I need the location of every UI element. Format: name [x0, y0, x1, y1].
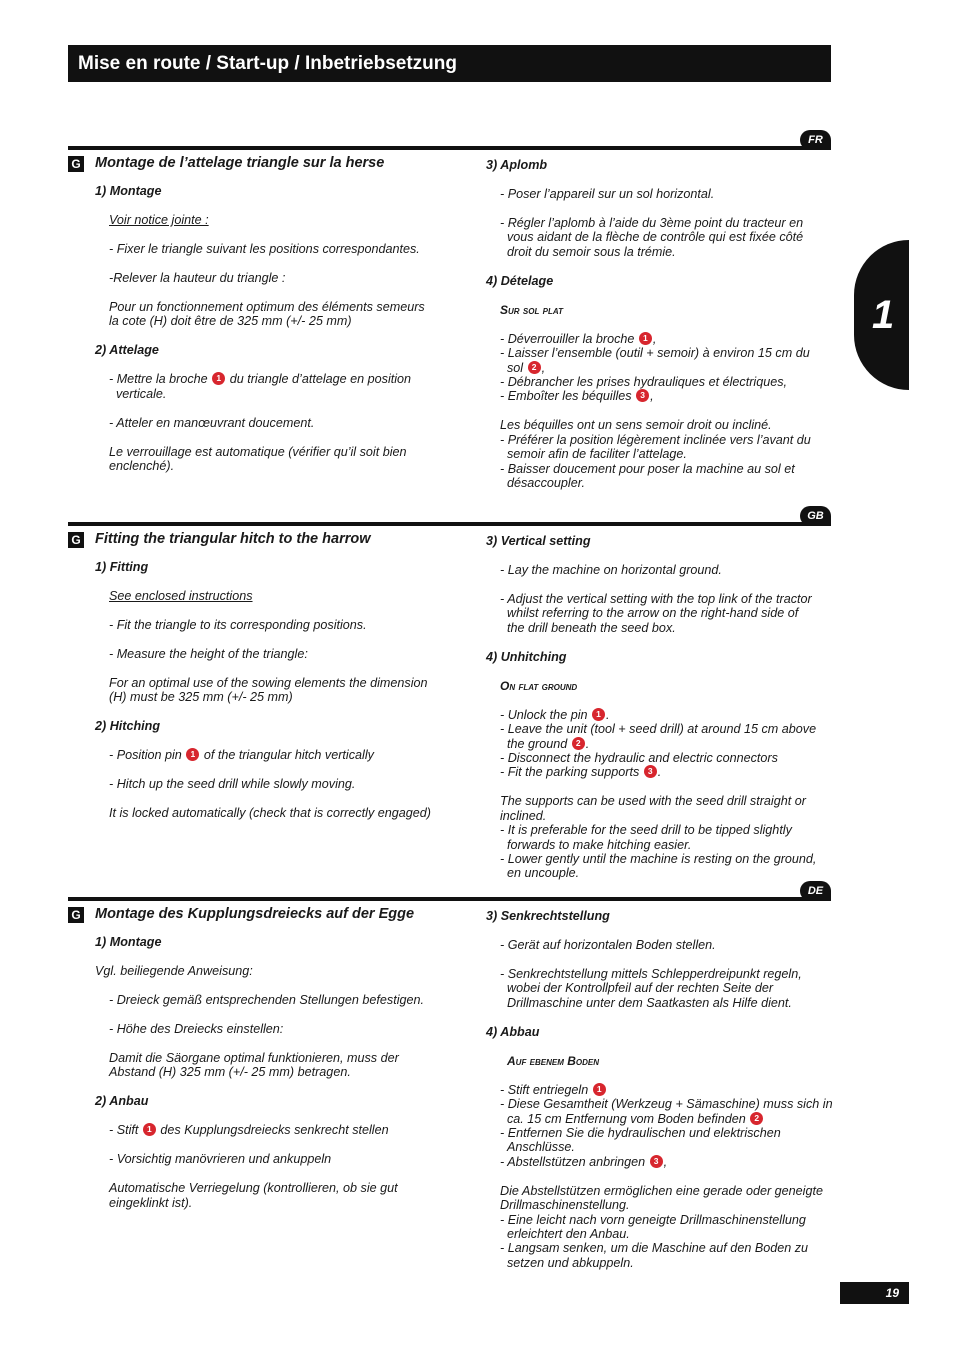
section-gb — [68, 510, 831, 892]
heading: 3) Aplomb — [486, 158, 548, 172]
badge-1-icon: 1 — [592, 708, 605, 721]
text: forwards to make hitching easier. — [507, 837, 692, 852]
lang-tab-fr: FR — [800, 130, 831, 150]
text: -Relever la hauteur du triangle : — [109, 271, 286, 285]
text: - Adjust the vertical setting with the top link of the tractor — [500, 592, 812, 606]
section-marker-icon: G — [68, 907, 84, 923]
text: (H) must be 325 mm (+/- 25 mm) — [109, 690, 293, 705]
text: Drillmaschinenstellung. — [500, 1198, 630, 1213]
text: - Entfernen Sie die hydraulischen und elektrischen — [500, 1126, 781, 1141]
text: Vgl. beiliegende Anweisung: — [95, 964, 253, 978]
badge-3-icon: 3 — [650, 1155, 663, 1168]
subheading: Sur sol plat — [500, 302, 563, 317]
section-title: Montage des Kupplungsdreiecks auf der Egge — [95, 906, 415, 922]
text: - Höhe des Dreiecks einstellen: — [109, 1022, 284, 1036]
heading: 2) Anbau — [95, 1094, 149, 1109]
text: enclenché). — [109, 459, 175, 474]
text: - Langsam senken, um die Maschine auf den Boden zu — [500, 1241, 809, 1256]
instructions-link[interactable]: Voir notice jointe : — [109, 213, 209, 227]
text: - Dreieck gemäß entsprechenden Stellungen befestigen. — [109, 993, 425, 1007]
badge-2-icon: 2 — [572, 737, 585, 750]
right-column — [486, 534, 836, 881]
text: Anschlüsse. — [507, 1140, 575, 1155]
text: whilst referring to the arrow on the right-hand side of — [507, 606, 799, 621]
section-title: Fitting the triangular hitch to the harrow — [95, 531, 371, 547]
section-fr — [68, 134, 831, 516]
section-marker-icon: G — [68, 156, 84, 172]
text: vous aidant de la flèche de contrôle qui est fixée côté — [507, 230, 804, 245]
text: - Abstellstützen anbringen 3 , — [500, 1154, 668, 1169]
text: the ground 2 . — [507, 736, 590, 751]
section-rule — [68, 897, 831, 901]
text: For an optimal use of the sowing elements the dimension — [109, 676, 428, 690]
text: - Laisser l’ensemble (outil + semoir) à environ 15 cm du — [500, 346, 810, 361]
badge-1-icon: 1 — [593, 1083, 606, 1096]
text: Drillmaschine unter dem Saatkasten als Hilfe dient. — [507, 995, 792, 1010]
left-column — [95, 184, 465, 474]
text: - Fixer le triangle suivant les positions correspondantes. — [109, 242, 420, 256]
badge-1-icon: 1 — [143, 1123, 156, 1136]
text: - Stift 1 des Kupplungsdreiecks senkrecht stellen — [109, 1123, 389, 1138]
text: - Préférer la position légèrement inclinée vers l’avant du — [500, 432, 811, 447]
text: - Eine leicht nach vorn geneigte Drillmaschinenstellung — [500, 1212, 806, 1227]
text: erleichtert den Anbau. — [507, 1227, 630, 1242]
page-number: 19 — [840, 1282, 909, 1304]
lang-tab-de: DE — [800, 881, 831, 901]
text: - It is preferable for the seed drill to be tipped slightly — [500, 823, 792, 838]
text: - Position pin 1 of the triangular hitch vertically — [109, 748, 374, 763]
text: Les béquilles ont un sens semoir droit ou incliné. — [500, 418, 772, 433]
badge-2-icon: 2 — [528, 361, 541, 374]
chapter-number: 1 — [872, 293, 895, 337]
text: - Atteler en manœuvrant doucement. — [109, 415, 315, 430]
text: en uncouple. — [507, 866, 580, 881]
text: The supports can be used with the seed drill straight or — [500, 794, 806, 809]
section-title: Montage de l’attelage triangle sur la herse — [95, 155, 385, 171]
text: - Déverrouiller la broche 1 , — [500, 331, 657, 346]
badge-1-icon: 1 — [186, 748, 199, 761]
left-column — [95, 935, 465, 1210]
heading: 2) Hitching — [95, 719, 161, 734]
badge-3-icon: 3 — [636, 389, 649, 402]
instructions-link[interactable]: See enclosed instructions — [109, 589, 253, 603]
left-column — [95, 560, 465, 821]
text: - Lay the machine on horizontal ground. — [500, 563, 722, 577]
text: - Régler l’aplomb à l’aide du 3ème point du tracteur en — [500, 216, 804, 230]
text: - Mettre la broche 1 du triangle d’attelage en position — [109, 372, 412, 387]
text: ca. 15 cm Entfernung vom Boden befinden 2 — [486, 1112, 836, 1126]
text: Automatische Verriegelung (kontrollieren, ob sie gut — [109, 1181, 398, 1196]
heading: 4) Abbau — [486, 1024, 540, 1039]
text: the drill beneath the seed box. — [507, 620, 676, 635]
badge-3-icon: 3 — [644, 765, 657, 778]
heading: 4) Dételage — [486, 273, 554, 288]
badge-1-icon: 1 — [212, 372, 225, 385]
text: - Vorsichtig manövrieren und ankuppeln — [109, 1152, 332, 1167]
text: Le verrouillage est automatique (vérifier qu’il soit bien — [109, 444, 407, 459]
text: eingeklinkt ist). — [109, 1195, 193, 1210]
text: désaccoupler. — [507, 476, 585, 491]
section-rule — [68, 522, 831, 526]
section-rule — [68, 146, 831, 150]
right-column — [486, 909, 836, 1270]
text: Pour un fonctionnement optimum des éléments semeurs — [109, 300, 425, 314]
text: droit du semoir sous la trémie. — [507, 244, 676, 259]
text: semoir afin de faciliter l’attelage. — [507, 447, 687, 462]
text: - Hitch up the seed drill while slowly moving. — [109, 777, 356, 792]
text: - Emboîter les béquilles 3 , — [500, 389, 654, 404]
text: - Diese Gesamtheit (Werkzeug + Sämaschine) muss sich in — [500, 1097, 833, 1112]
heading: 1) Montage — [95, 184, 162, 198]
text: It is locked automatically (check that is correctly engaged) — [109, 806, 431, 821]
text: verticale. — [116, 386, 167, 401]
heading: 2) Attelage — [95, 343, 159, 358]
section-marker-icon: G — [68, 532, 84, 548]
text: - Disconnect the hydraulic and electric connectors — [500, 751, 778, 766]
text: wobei der Kontrollpfeil auf der rechten Seite der — [507, 981, 774, 996]
text: Die Abstellstützen ermöglichen eine gerade oder geneigte — [500, 1183, 823, 1198]
badge-2-icon: 2 — [750, 1112, 763, 1125]
section-de — [68, 885, 833, 1277]
text: - Senkrechtstellung mittels Schlepperdreipunkt regeln, — [500, 967, 802, 981]
text: - Fit the triangle to its corresponding positions. — [109, 618, 367, 632]
text: - Poser l’appareil sur un sol horizontal. — [500, 187, 715, 201]
heading: 3) Vertical setting — [486, 534, 591, 548]
text: Damit die Säorgane optimal funktionieren, muss der — [109, 1051, 399, 1065]
text: - Unlock the pin 1 . — [500, 707, 610, 722]
subheading: On flat ground — [500, 678, 578, 693]
lang-tab-gb: GB — [800, 506, 831, 526]
heading: 1) Montage — [95, 935, 162, 949]
text: - Stift entriegeln 1 — [486, 1083, 836, 1097]
subheading: Auf ebenem Boden — [507, 1053, 600, 1068]
text: - Débrancher les prises hydrauliques et électriques, — [500, 375, 787, 390]
text: - Baisser doucement pour poser la machine au sol et — [500, 461, 795, 476]
text: - Gerät auf horizontalen Boden stellen. — [500, 938, 716, 952]
heading: 3) Senkrechtstellung — [486, 909, 610, 923]
text: setzen und abkuppeln. — [507, 1255, 634, 1270]
text: - Leave the unit (tool + seed drill) at around 15 cm above — [500, 722, 817, 737]
text: - Fit the parking supports 3 . — [500, 765, 662, 780]
text: - Lower gently until the machine is resting on the ground, — [500, 852, 817, 867]
heading: 4) Unhitching — [486, 649, 567, 664]
text: inclined. — [500, 808, 547, 823]
badge-1-icon: 1 — [639, 332, 652, 345]
text: sol 2 , — [507, 360, 546, 375]
text: - Measure the height of the triangle: — [109, 647, 308, 661]
text: Abstand (H) 325 mm (+/- 25 mm) betragen. — [109, 1065, 351, 1080]
right-column — [486, 158, 836, 490]
text: la cote (H) doit être de 325 mm (+/- 25 mm) — [109, 314, 352, 329]
page-header: Mise en route / Start-up / Inbetriebsetzung — [68, 45, 831, 82]
heading: 1) Fitting — [95, 560, 149, 574]
